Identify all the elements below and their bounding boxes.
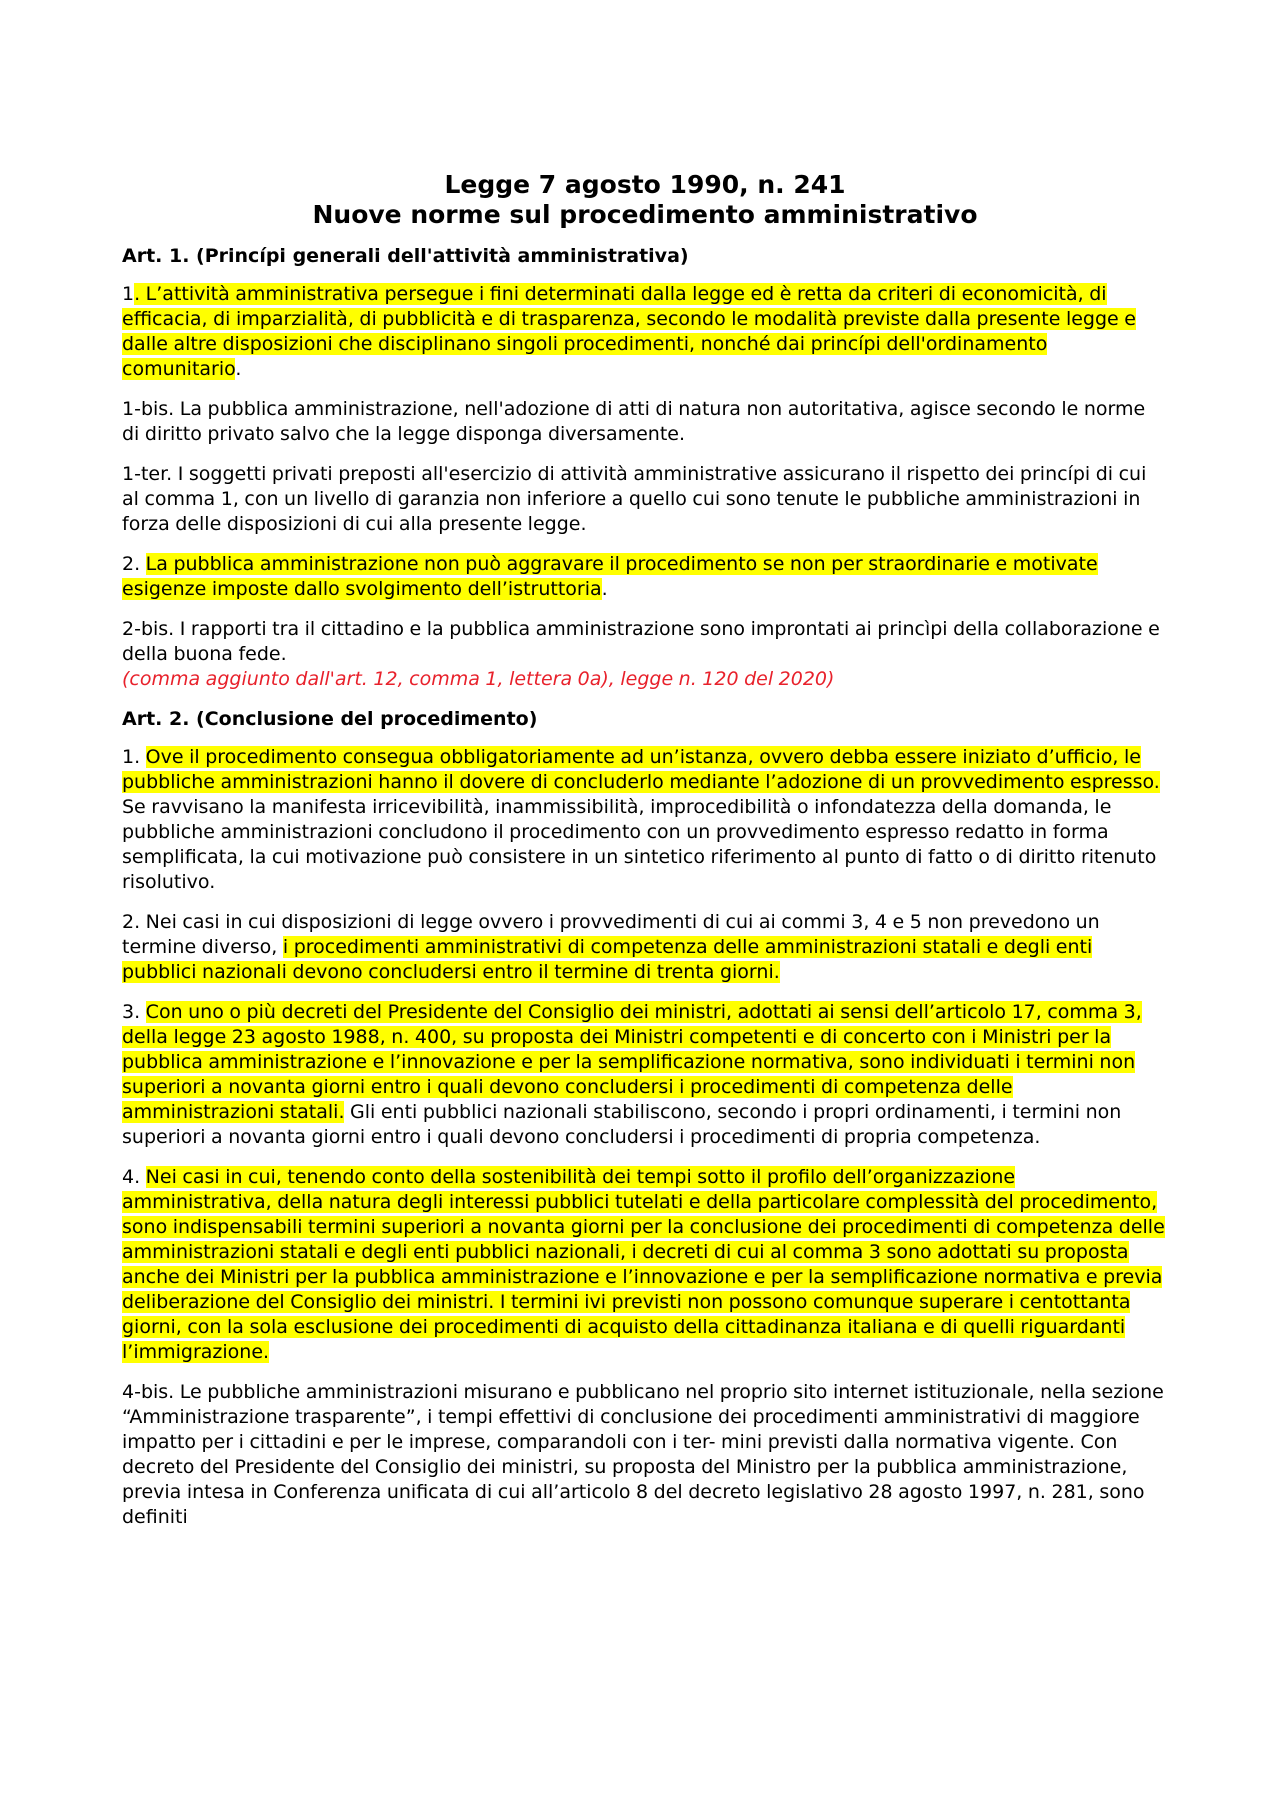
- paragraph: [122, 282, 1168, 382]
- paragraph-text: .: [235, 358, 242, 380]
- title-line-1: Legge 7 agosto 1990, n. 241: [444, 170, 846, 199]
- paragraph: [122, 462, 1168, 537]
- paragraph-text: 2. Nei casi in cui disposizioni di legge ovvero i provvedimenti di cui ai commi 3, 4 e 5 non prevedono un termine diverso,: [122, 911, 1100, 958]
- paragraph: [122, 397, 1168, 447]
- paragraph: [122, 552, 1168, 602]
- paragraph-text: Se ravvisano la manifesta irricevibilità, inammissibilità, improcedibilità o infondatezza della domanda, le pubbliche amministrazioni concludono il procedimento con un provvedimento espresso redatto in forma semplificata, la cui motivazione può consistere in un sintetico riferimento al punto di fatto o di diritto ritenuto risolutivo.: [122, 796, 1157, 893]
- paragraph-text: 4.: [122, 1166, 146, 1188]
- paragraph-text: 1-ter. I soggetti privati preposti all'esercizio di attività amministrative assicurano il rispetto dei princípi di cui al comma 1, con un livello di garanzia non inferiore a quello cui sono tenute le pubbliche amministrazioni in forza delle disposizioni di cui alla presente legge.: [122, 463, 1147, 535]
- paragraph-text: 3.: [122, 1001, 146, 1023]
- paragraph-text: 1.: [122, 746, 146, 768]
- article-paragraphs: [122, 745, 1168, 1530]
- article-heading: Art. 2. (Conclusione del procedimento): [122, 708, 538, 730]
- article-section-1: [122, 244, 1168, 692]
- paragraph: [122, 1000, 1168, 1150]
- title-line-2: Nuove norme sul procedimento amministrativo: [312, 200, 978, 229]
- highlighted-text: Con uno o più decreti del Presidente del Consiglio dei ministri, adottati ai sensi dell’articolo 17, comma 3, della legge 23 agosto 1988, n. 400, su proposta dei Ministri competenti e di concerto con i Ministri per la pubblica amministrazione e l’innovazione e per la semplificazione normativa, sono individuati i termini non superiori a novanta giorni entro i quali devono concludersi i procedimenti di competenza delle amministrazioni statali.: [122, 1001, 1142, 1123]
- paragraph-text: Gli enti pubblici nazionali stabiliscono, secondo i propri ordinamenti, i termini non superiori a novanta giorni entro i quali devono concludersi i procedimenti di propria competenza.: [122, 1101, 1122, 1148]
- paragraph-text: 1: [122, 283, 135, 305]
- article-heading: Art. 1. (Princípi generali dell'attività amministrativa): [122, 245, 689, 267]
- highlighted-text: La pubblica amministrazione non può aggravare il procedimento se non per straordinarie e motivate esigenze imposte dallo svolgimento dell’istruttoria: [122, 553, 1098, 600]
- highlighted-text: Ove il procedimento consegua obbligatoriamente ad un’istanza, ovvero debba essere iniziato d’ufficio, le pubbliche amministrazioni hanno il dovere di concluderlo mediante l’adozione di un provvedimento espresso.: [122, 746, 1160, 793]
- paragraph-text: 2-bis. I rapporti tra il cittadino e la pubblica amministrazione sono improntati ai princìpi della collaborazione e della buona fede.: [122, 618, 1160, 665]
- paragraph-text: 1-bis. La pubblica amministrazione, nell'adozione di atti di natura non autoritativa, agisce secondo le norme di diritto privato salvo che la legge disponga diversamente.: [122, 398, 1146, 445]
- article-paragraphs: [122, 282, 1168, 692]
- paragraph-text: .: [601, 578, 608, 600]
- paragraph-text: 2.: [122, 553, 146, 575]
- document-page: [122, 170, 1168, 1545]
- highlighted-text: . L’attività amministrativa persegue i fini determinati dalla legge ed è retta da criteri di economicità, di efficacia, di imparzialità, di pubblicità e di trasparenza, secondo le modalità previste dalla presente legge e dalle altre disposizioni che disciplinano singoli procedimenti, nonché dai princípi dell'ordinamento comunitario: [122, 283, 1136, 380]
- articles-container: [122, 244, 1168, 1530]
- paragraph: [122, 1165, 1168, 1365]
- paragraph-text: 4-bis. Le pubbliche amministrazioni misurano e pubblicano nel proprio sito internet istituzionale, nella sezione “Amministrazione trasparente”, i tempi effettivi di conclusione dei procedimenti amministrativi di maggiore impatto per i cittadini e per le imprese, comparandoli con i ter- mini previsti dalla normativa vigente. Con decreto del Presidente del Consiglio dei ministri, su proposta del Ministro per la pubblica amministrazione, previa intesa in Conferenza unificata di cui all’articolo 8 del decreto legislativo 28 agosto 1997, n. 281, sono definiti: [122, 1381, 1164, 1528]
- article-section-2: [122, 707, 1168, 1530]
- highlighted-text: Nei casi in cui, tenendo conto della sostenibilità dei tempi sotto il profilo dell’organizzazione amministrativa, della natura degli interessi pubblici tutelati e della particolare complessità del procedimento, sono indispensabili termini superiori a novanta giorni per la conclusione dei procedimenti di competenza delle amministrazioni statali e degli enti pubblici nazionali, i decreti di cui al comma 3 sono adottati su proposta anche dei Ministri per la pubblica amministrazione e l’innovazione e per la semplificazione normativa e previa deliberazione del Consiglio dei ministri. I termini ivi previsti non possono comunque superare i centottanta giorni, con la sola esclusione dei procedimenti di acquisto della cittadinanza italiana e di quelli riguardanti l’immigrazione.: [122, 1166, 1165, 1363]
- paragraph: [122, 910, 1168, 985]
- highlighted-text: i procedimenti amministrativi di competenza delle amministrazioni statali e degli enti pubblici nazionali devono concludersi entro il termine di trenta giorni.: [122, 936, 1093, 983]
- paragraph: [122, 745, 1168, 895]
- document-title: [122, 170, 1168, 230]
- amendment-note: (comma aggiunto dall'art. 12, comma 1, lettera 0a), legge n. 120 del 2020): [122, 668, 835, 690]
- paragraph: [122, 617, 1168, 692]
- paragraph: [122, 1380, 1168, 1530]
